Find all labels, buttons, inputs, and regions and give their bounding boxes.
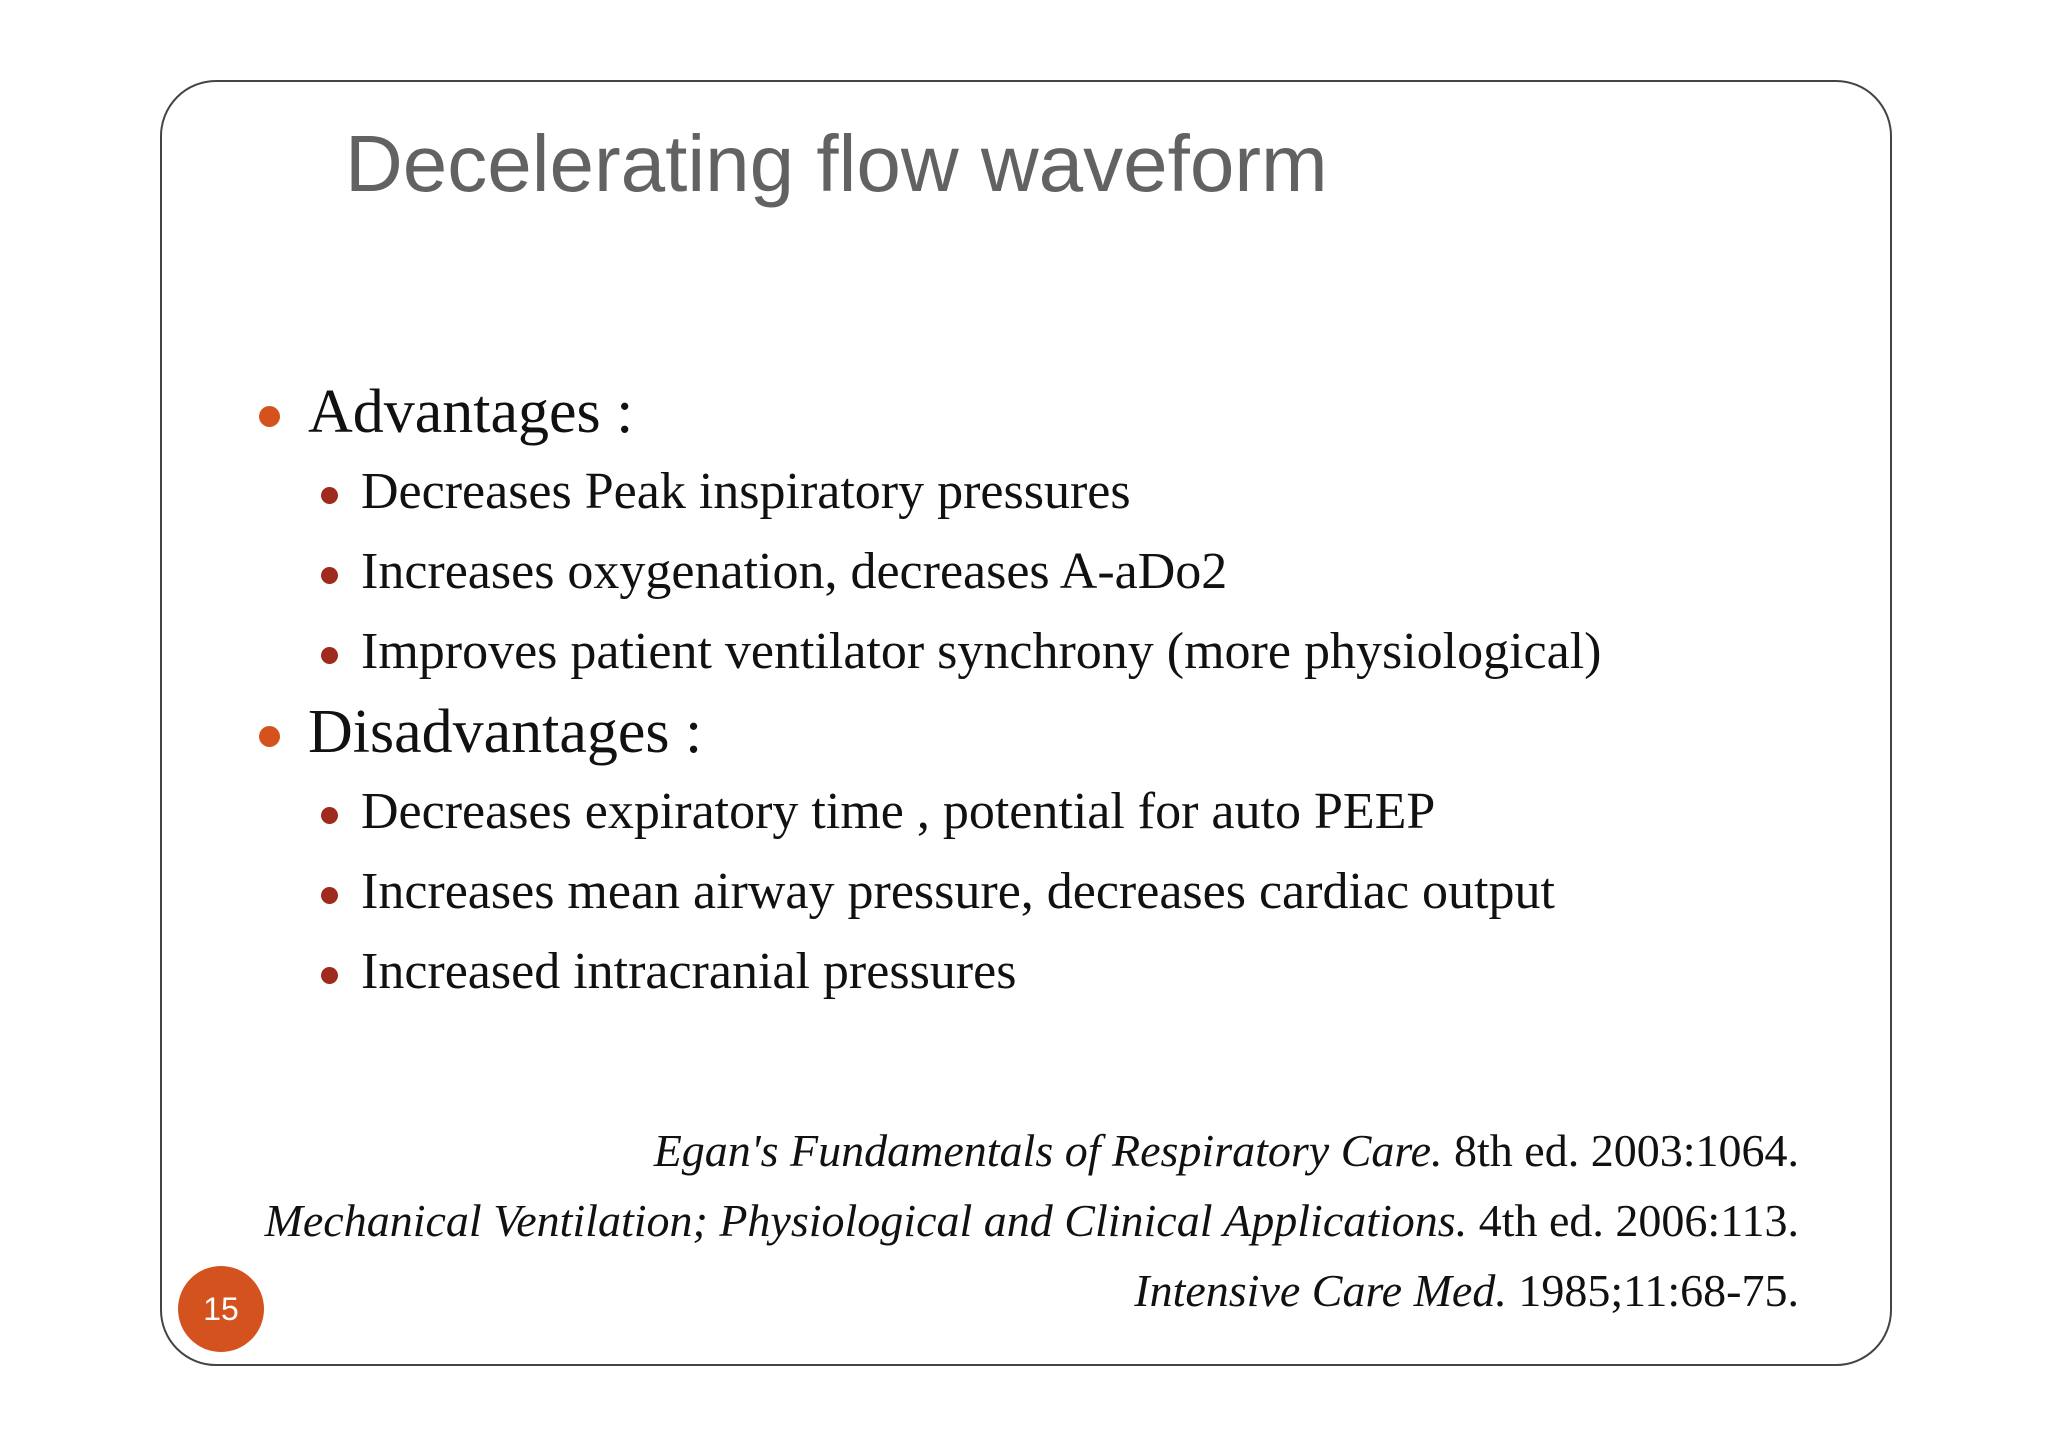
sub-bullet-text: Increased intracranial pressures <box>361 943 1017 1000</box>
bullet-advantages <box>255 372 1755 452</box>
reference-source: Mechanical Ventilation; Physiological and Clinical Applications. <box>264 1195 1468 1246</box>
sub-bullet-text: Decreases Peak inspiratory pressures <box>361 463 1131 520</box>
bullet-dot-icon <box>259 406 280 427</box>
reference-detail: 8th ed. 2003:1064. <box>1442 1125 1799 1176</box>
slide-title: Decelerating flow waveform <box>345 119 1328 208</box>
sub-bullet-text: Improves patient ventilator synchrony (more physiological) <box>361 623 1602 680</box>
sub-bullet-dot-icon <box>321 647 338 664</box>
sub-bullet-dot-icon <box>321 887 338 904</box>
sub-bullet-dot-icon <box>321 967 338 984</box>
reference-detail: 4th ed. 2006:113. <box>1467 1195 1799 1246</box>
bullet-list <box>255 372 1755 1012</box>
sub-bullet <box>255 932 1755 1012</box>
reference-line <box>265 1116 1799 1186</box>
sub-bullet-text: Decreases expiratory time , potential for auto PEEP <box>361 783 1436 840</box>
sub-bullet-dot-icon <box>321 567 338 584</box>
sub-bullet <box>255 452 1755 532</box>
sub-bullet-dot-icon <box>321 487 338 504</box>
sub-bullet-dot-icon <box>321 807 338 824</box>
bullet-disadvantages <box>255 692 1755 772</box>
sub-bullet <box>255 532 1755 612</box>
sub-bullet <box>255 772 1755 852</box>
reference-source: Egan's Fundamentals of Respiratory Care. <box>653 1125 1443 1176</box>
sub-bullet <box>255 612 1755 692</box>
page-number-badge: 15 <box>178 1266 264 1352</box>
reference-line <box>265 1256 1799 1326</box>
sub-bullet-text: Increases mean airway pressure, decreases cardiac output <box>361 863 1555 920</box>
advantages-heading: Advantages : <box>308 378 634 446</box>
bullet-dot-icon <box>259 726 280 747</box>
reference-detail: 1985;11:68-75. <box>1506 1265 1799 1316</box>
references <box>265 1116 1799 1326</box>
reference-source: Intensive Care Med. <box>1134 1265 1507 1316</box>
disadvantages-heading: Disadvantages : <box>308 698 703 766</box>
sub-bullet <box>255 852 1755 932</box>
sub-bullet-text: Increases oxygenation, decreases A-aDo2 <box>361 543 1228 600</box>
reference-line <box>265 1186 1799 1256</box>
